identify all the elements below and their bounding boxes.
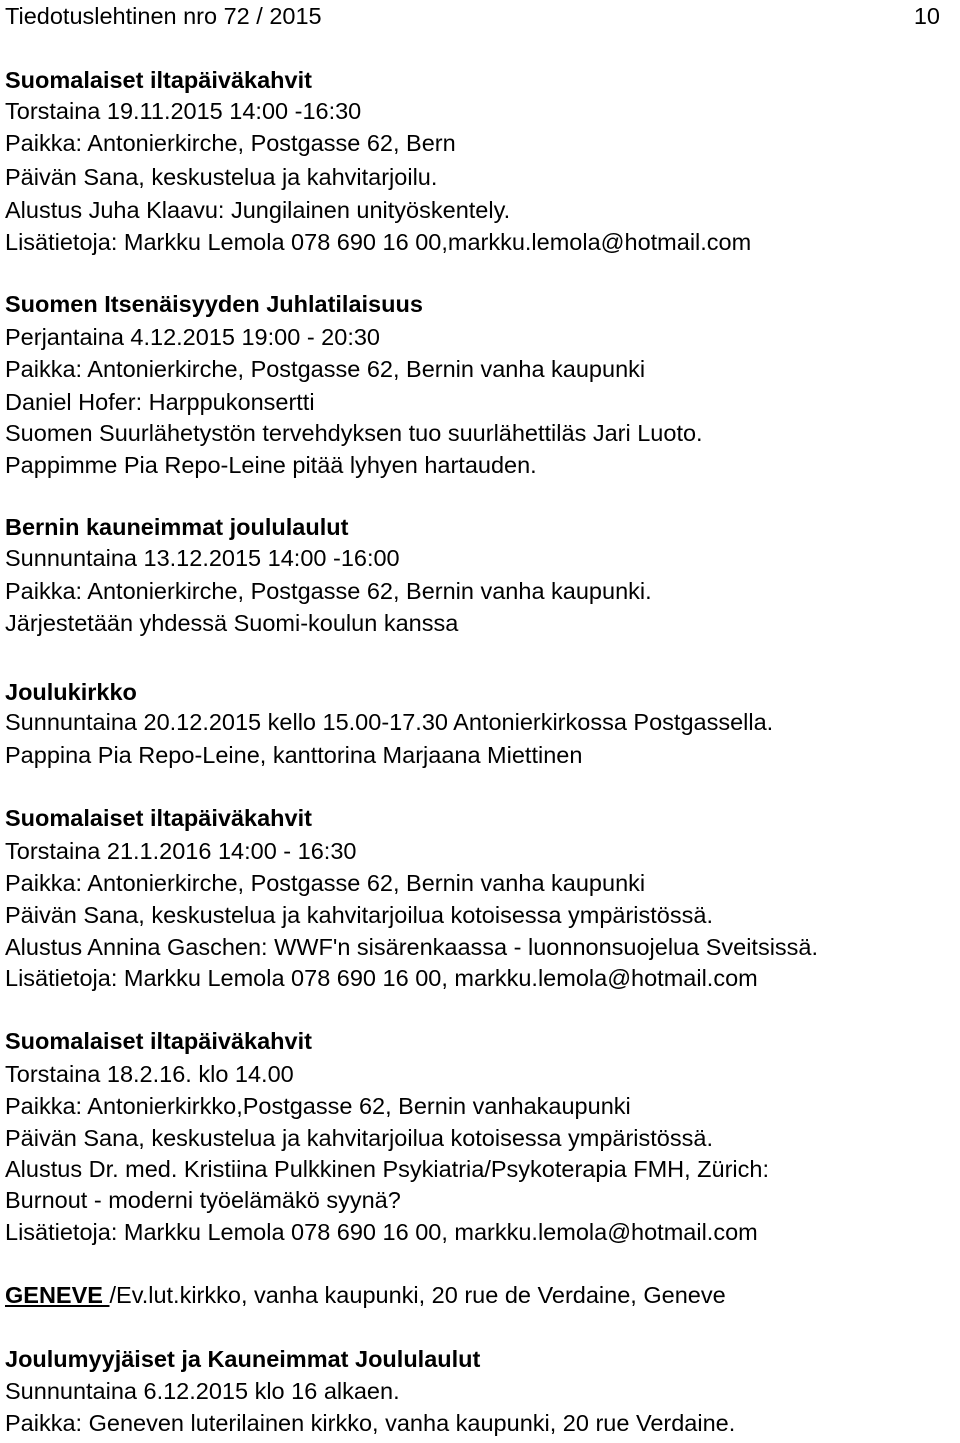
event-line: Torstaina 18.2.16. klo 14.00 (5, 1061, 294, 1087)
event-line: Alustus Juha Klaavu: Jungilainen unityöskentely. (5, 197, 511, 223)
geneve-location-line (5, 1281, 726, 1309)
event-line: Paikka: Antonierkirche, Postgasse 62, Bernin vanha kaupunki. (5, 578, 652, 604)
event-line: Alustus Dr. med. Kristiina Pulkkinen Psykiatria/Psykoterapia FMH, Zürich: (5, 1156, 770, 1182)
event-heading: Suomalaiset iltapäiväkahvit (5, 1028, 312, 1054)
event-heading: Joulukirkko (5, 679, 137, 705)
event-line: Järjestetään yhdessä Suomi-koulun kanssa (5, 610, 459, 636)
event-line: Päivän Sana, keskustelua ja kahvitarjoilu. (5, 164, 438, 190)
event-line: Paikka: Geneven luterilainen kirkko, vanha kaupunki, 20 rue Verdaine. (5, 1410, 736, 1436)
event-line: Sunnuntaina 20.12.2015 kello 15.00-17.30 Antonierkirkossa Postgassella. (5, 709, 774, 735)
event-line: Perjantaina 4.12.2015 19:00 - 20:30 (5, 324, 380, 350)
event-line: Lisätietoja: Markku Lemola 078 690 16 00,markku.lemola@hotmail.com (5, 229, 752, 255)
event-line: Paikka: Antonierkirche, Postgasse 62, Bernin vanha kaupunki (5, 356, 646, 382)
event-line: Lisätietoja: Markku Lemola 078 690 16 00, markku.lemola@hotmail.com (5, 965, 758, 991)
geneve-label: GENEVE (5, 1282, 110, 1308)
event-line: Sunnuntaina 6.12.2015 klo 16 alkaen. (5, 1378, 400, 1404)
page-number: 10 (913, 3, 940, 29)
event-line: Daniel Hofer: Harppukonsertti (5, 389, 315, 415)
newsletter-title: Tiedotuslehtinen nro 72 / 2015 (5, 3, 322, 29)
event-line: Lisätietoja: Markku Lemola 078 690 16 00, markku.lemola@hotmail.com (5, 1219, 758, 1245)
event-line: Alustus Annina Gaschen: WWF'n sisärenkaassa - luonnonsuojelua Sveitsissä. (5, 934, 819, 960)
event-line: Torstaina 19.11.2015 14:00 -16:30 (5, 98, 362, 124)
event-line: Burnout - moderni työelämäkö syynä? (5, 1187, 401, 1213)
event-line: Päivän Sana, keskustelua ja kahvitarjoilua kotoisessa ympäristössä. (5, 902, 713, 928)
event-line: Torstaina 21.1.2016 14:00 - 16:30 (5, 838, 357, 864)
event-line: Paikka: Antonierkirche, Postgasse 62, Bern (5, 130, 456, 156)
event-line: Pappina Pia Repo-Leine, kanttorina Marjaana Miettinen (5, 742, 583, 768)
event-line: Sunnuntaina 13.12.2015 14:00 -16:00 (5, 545, 400, 571)
event-heading: Suomen Itsenäisyyden Juhlatilaisuus (5, 291, 423, 317)
event-line: Paikka: Antonierkirche, Postgasse 62, Bernin vanha kaupunki (5, 870, 646, 896)
event-heading: Bernin kauneimmat joululaulut (5, 514, 349, 540)
event-line: Päivän Sana, keskustelua ja kahvitarjoilua kotoisessa ympäristössä. (5, 1125, 713, 1151)
geneve-address: /Ev.lut.kirkko, vanha kaupunki, 20 rue de Verdaine, Geneve (109, 1282, 726, 1308)
event-heading: Joulumyyjäiset ja Kauneimmat Joululaulut (5, 1346, 481, 1372)
event-line: Paikka: Antonierkirkko,Postgasse 62, Bernin vanhakaupunki (5, 1093, 631, 1119)
event-line: Pappimme Pia Repo-Leine pitää lyhyen hartauden. (5, 452, 537, 478)
event-heading: Suomalaiset iltapäiväkahvit (5, 67, 312, 93)
event-line: Suomen Suurlähetystön tervehdyksen tuo suurlähettiläs Jari Luoto. (5, 420, 703, 446)
event-heading: Suomalaiset iltapäiväkahvit (5, 805, 312, 831)
